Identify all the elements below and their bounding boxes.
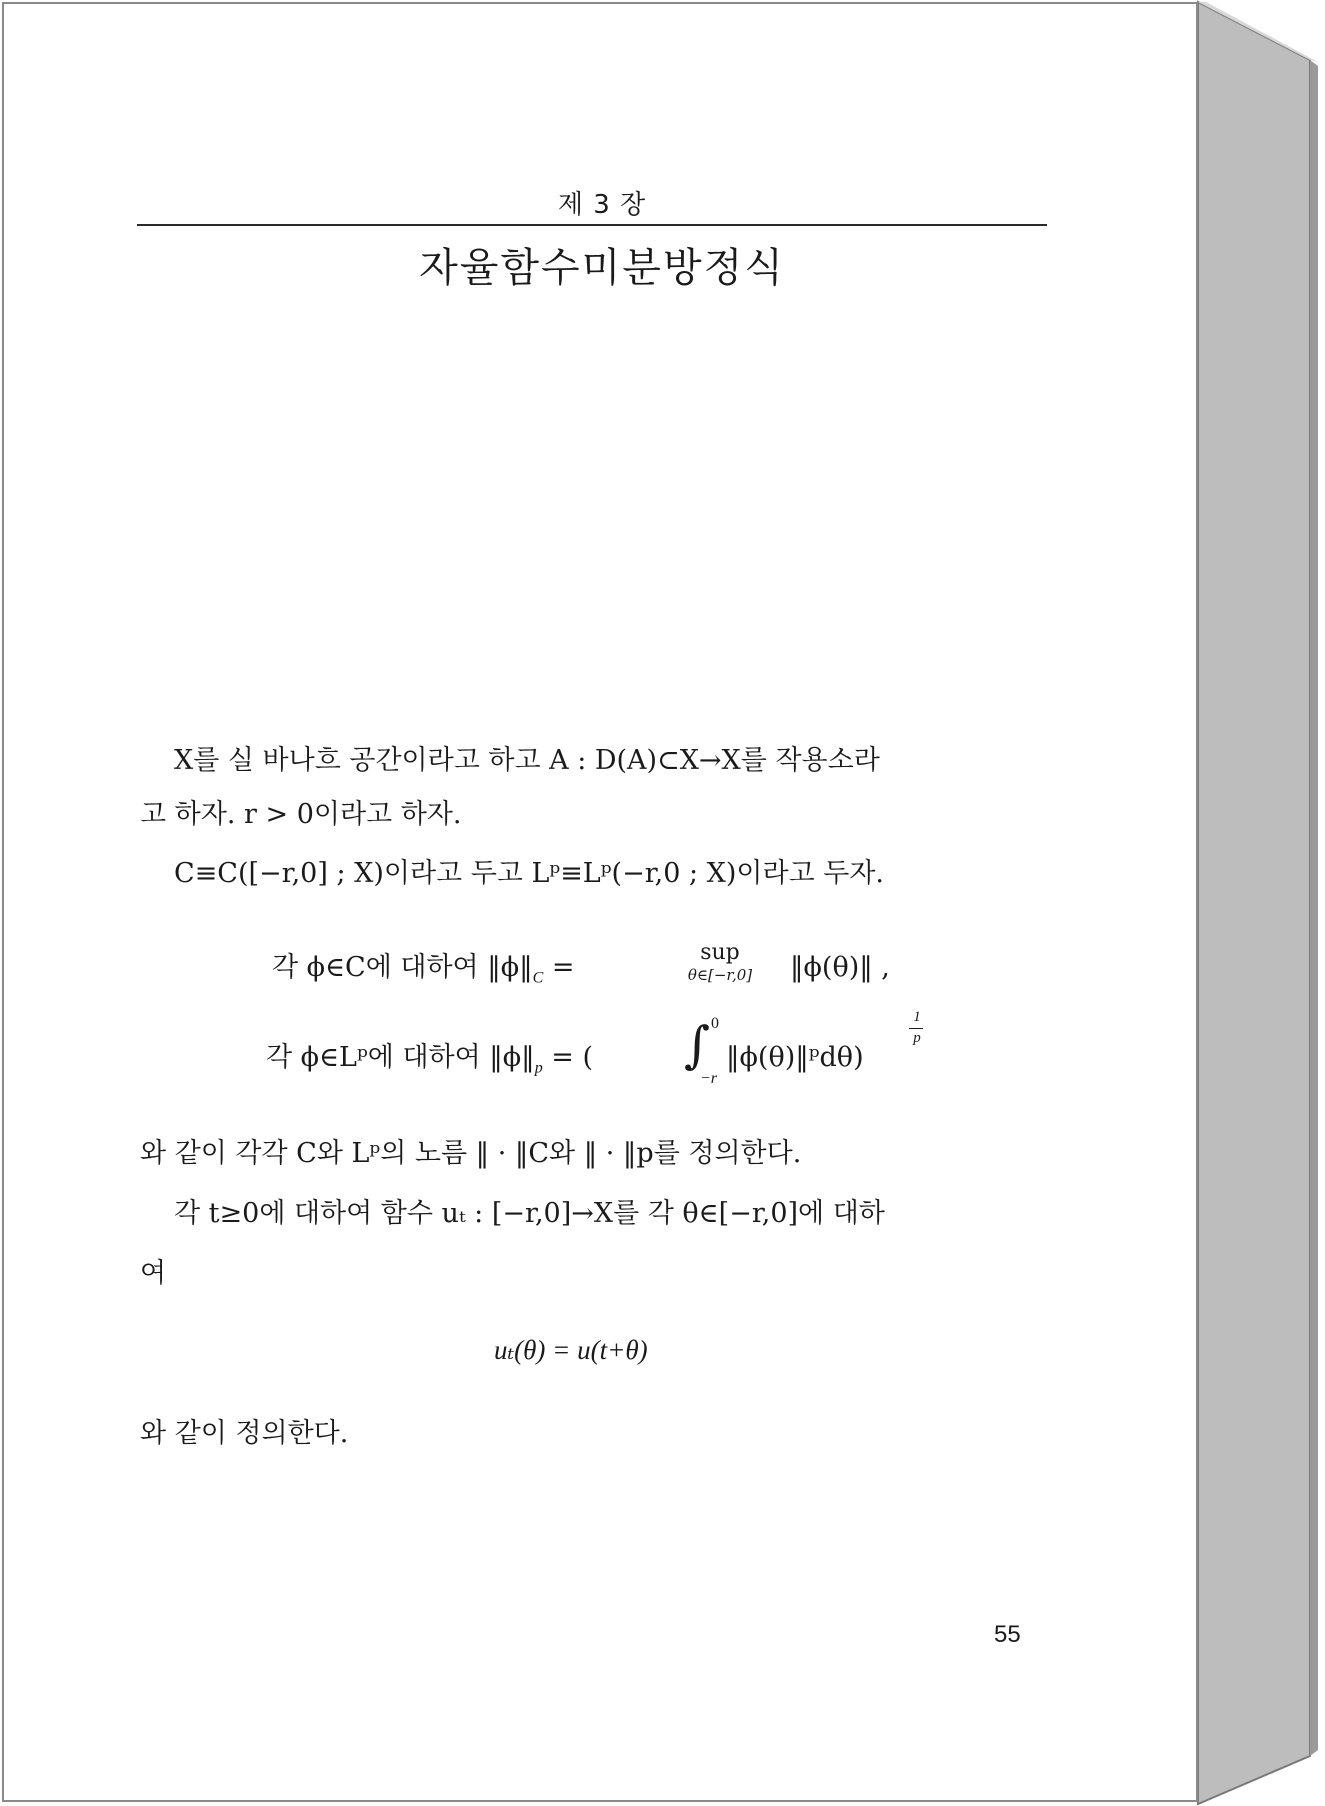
integral-sign: ∫ <box>684 1016 711 1074</box>
eq2-prefix: 각 ϕ∈Lᵖ에 대하여 ‖ϕ‖ <box>266 1042 535 1073</box>
integral-lower-limit: −r <box>700 1070 718 1087</box>
eq1-suffix: ‖ϕ(θ)‖ , <box>790 952 890 983</box>
integral-upper-limit: 0 <box>711 1015 719 1032</box>
sup-operator: sup <box>700 940 740 965</box>
equation-sup-norm <box>272 954 575 986</box>
chapter-label: 제 3 장 <box>557 190 647 220</box>
equation-lp-norm <box>266 1044 593 1076</box>
eq1-prefix: 각 ϕ∈C에 대하여 ‖ϕ‖ <box>272 952 533 983</box>
exponent-fraction-bar <box>909 1028 923 1029</box>
paragraph-1-line-1: X를 실 바나흐 공간이라고 하고 A : D(A)⊂X→X를 작용소라 <box>174 745 880 776</box>
paragraph-2: C≡C([−r,0] ; X)이라고 두고 Lᵖ≡Lᵖ(−r,0 ; X)이라고 두자. <box>174 858 884 889</box>
eq2-integrand: ‖ϕ(θ)‖ᵖdθ) <box>726 1042 864 1073</box>
paragraph-3: 와 같이 각각 C와 Lᵖ의 노름 ‖ · ‖C와 ‖ · ‖p를 정의한다. <box>140 1138 802 1169</box>
eq2-equals: = ( <box>551 1042 594 1073</box>
eq2-subscript: p <box>534 1059 543 1077</box>
page-number: 55 <box>994 1621 1021 1648</box>
exponent-numerator: 1 <box>913 1009 921 1025</box>
eq1-equals: = <box>551 952 575 983</box>
paragraph-4-line-1: 각 t≥0에 대하여 함수 uₜ : [−r,0]→X를 각 θ∈[−r,0]에 대하 <box>174 1198 885 1229</box>
equation-shift: uₜ(θ) = u(t+θ) <box>494 1335 648 1365</box>
sup-subscript: θ∈[−r,0] <box>687 966 753 984</box>
exponent-denominator: p <box>913 1030 921 1046</box>
paragraph-4-line-2: 여 <box>140 1258 167 1289</box>
page <box>2 2 1198 1802</box>
paragraph-1-line-2: 고 하자. r > 0이라고 하자. <box>140 799 462 830</box>
paragraph-5: 와 같이 정의한다. <box>140 1418 349 1449</box>
chapter-title: 자율함수미분방정식 <box>419 245 785 291</box>
eq1-subscript: C <box>532 969 544 987</box>
chapter-divider <box>137 224 1047 226</box>
